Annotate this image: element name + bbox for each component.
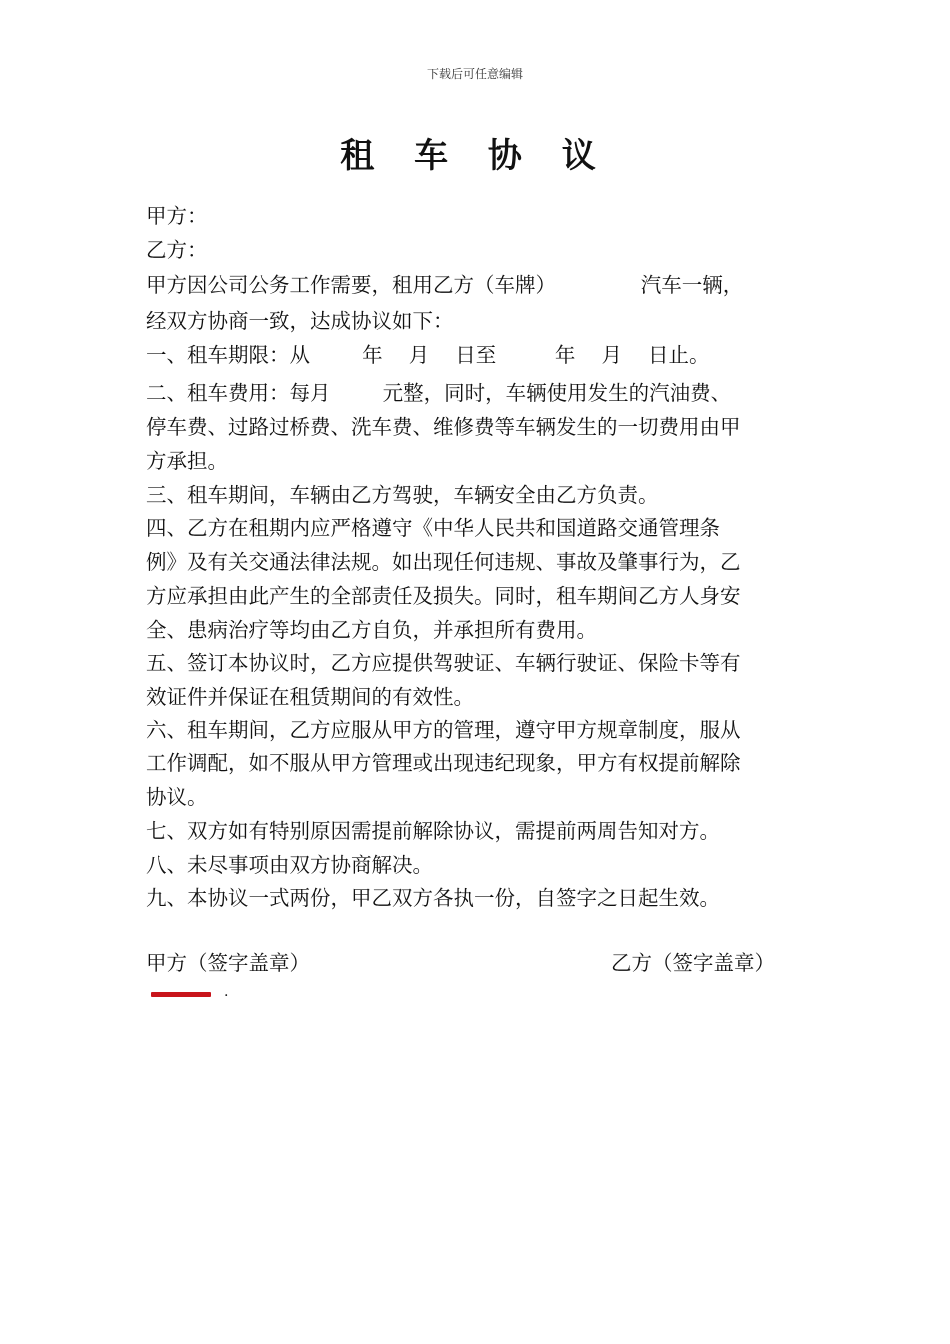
clause-other-matters: 八、未尽事项由双方协商解决。: [146, 853, 433, 877]
signature-party-b: 乙方（签字盖章）: [611, 951, 775, 975]
body-line: 停车费、过路过桥费、洗车费、维修费等车辆发生的一切费用由甲: [146, 415, 741, 439]
body-line: 方应承担由此产生的全部责任及损失。同时，租车期间乙方人身安: [146, 584, 741, 608]
body-line: 例》及有关交通法律法规。如出现任何违规、事故及肇事行为，乙: [146, 550, 741, 574]
body-line: 甲方因公司公务工作需要，租用乙方（车牌） 汽车一辆，: [146, 273, 744, 297]
body-line: 效证件并保证在租赁期间的有效性。: [146, 685, 474, 709]
clause-traffic-law: 四、乙方在租期内应严格遵守《中华人民共和国道路交通管理条: [146, 516, 720, 540]
body-line: 协议。: [146, 785, 208, 809]
document-title: 租 车 协 议: [340, 136, 610, 176]
body-line: 全、患病治疗等均由乙方自负，并承担所有费用。: [146, 618, 597, 642]
party-a-label: 甲方：: [146, 204, 208, 228]
body-line: 经双方协商一致，达成协议如下：: [146, 309, 454, 333]
clause-termination: 七、双方如有特别原因需提前解除协议，需提前两周告知对方。: [146, 819, 720, 843]
clause-documents: 五、签订本协议时，乙方应提供驾驶证、车辆行驶证、保险卡等有: [146, 651, 741, 675]
red-decorative-bar: [151, 992, 211, 997]
body-line: 工作调配，如不服从甲方管理或出现违纪现象，甲方有权提前解除: [146, 751, 741, 775]
body-line: 方承担。: [146, 449, 228, 473]
clause-management: 六、租车期间，乙方应服从甲方的管理，遵守甲方规章制度，服从: [146, 718, 741, 742]
clause-copies: 九、本协议一式两份，甲乙双方各执一份，自签字之日起生效。: [146, 886, 720, 910]
party-b-label: 乙方：: [146, 238, 208, 262]
clause-driving: 三、租车期间，车辆由乙方驾驶，车辆安全由乙方负责。: [146, 483, 659, 507]
header-note: 下载后可任意编辑: [426, 67, 523, 81]
clause-fee: 二、租车费用：每月 元整，同时，车辆使用发生的汽油费、: [146, 381, 732, 405]
trailing-mark: .: [224, 984, 229, 1000]
signature-party-a: 甲方（签字盖章）: [146, 951, 310, 975]
clause-term: 一、租车期限：从 年 月 日至 年 月 日止。: [146, 343, 710, 367]
